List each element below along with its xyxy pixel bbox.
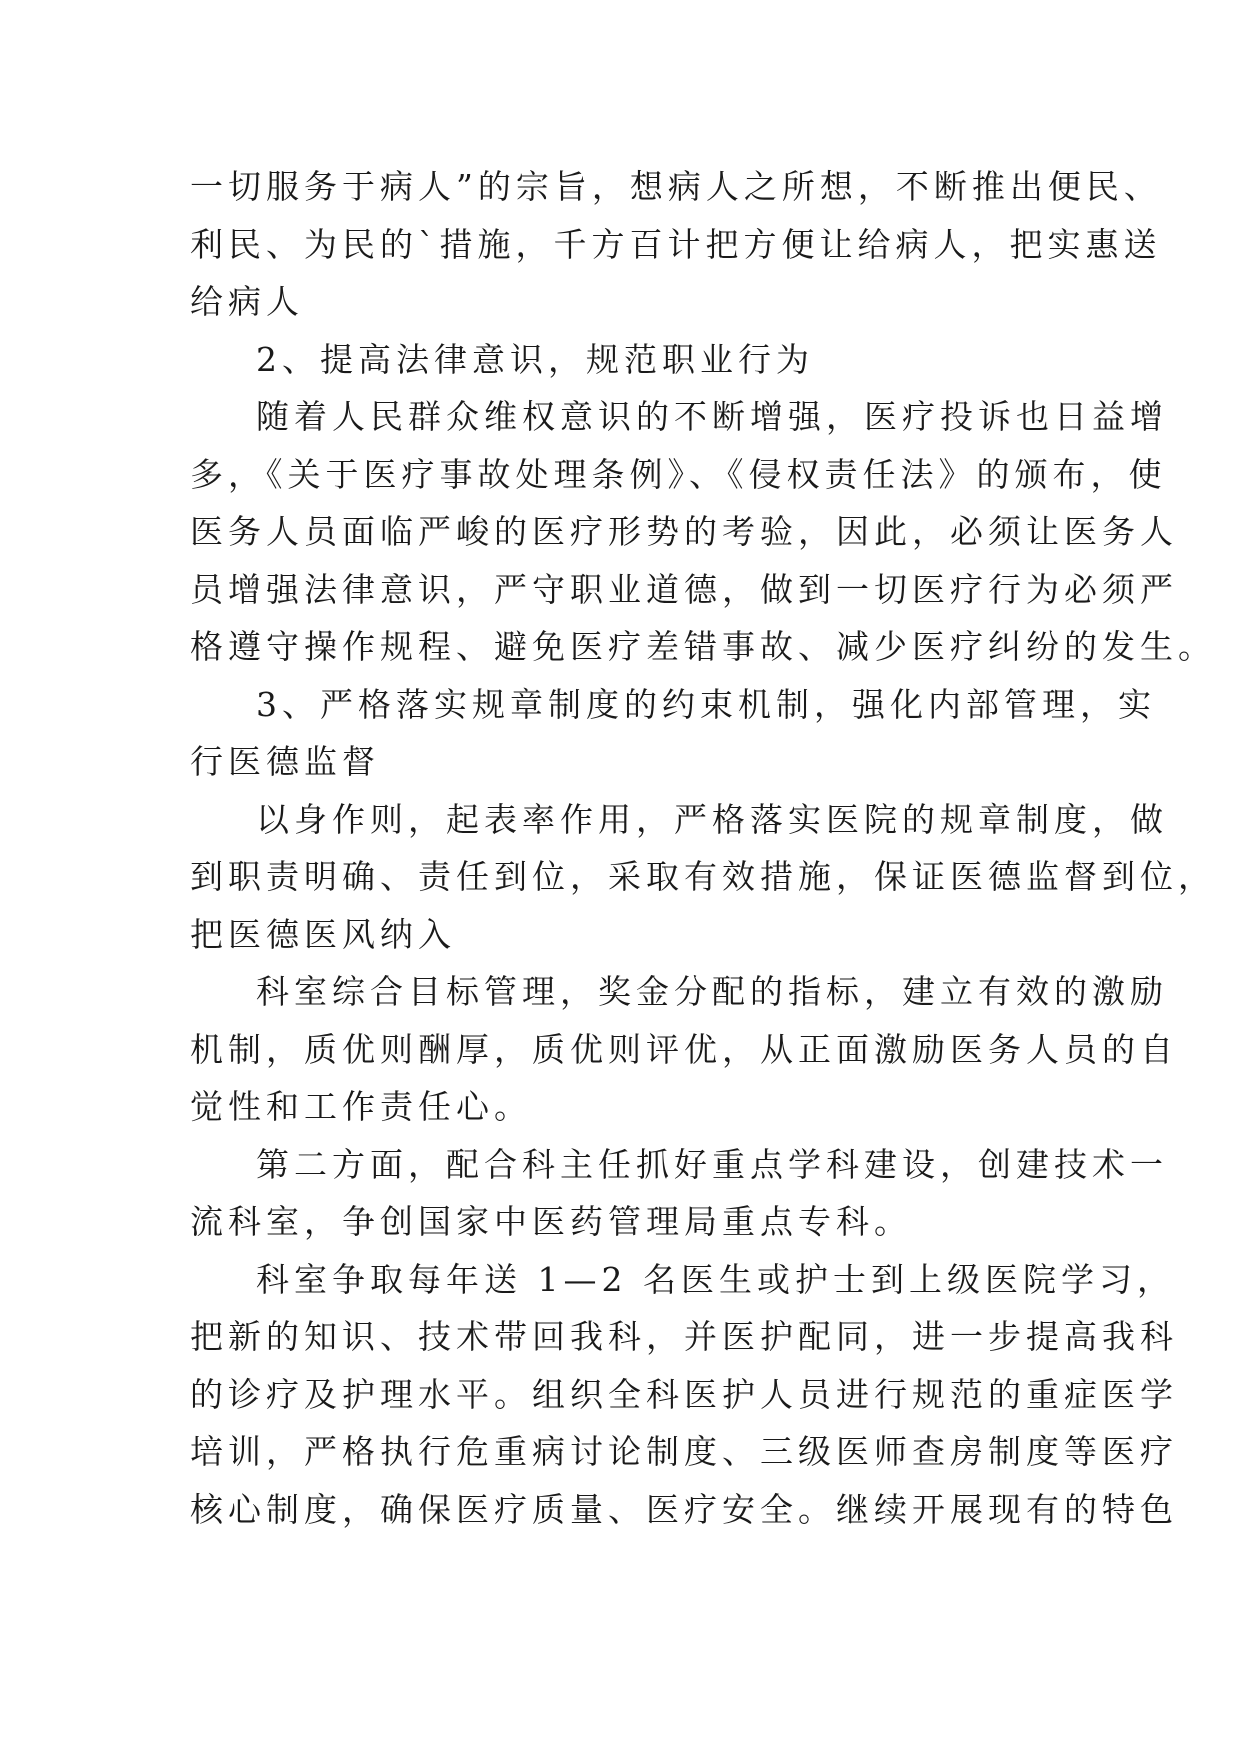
- text-line: 机制，质优则酬厚，质优则评优，从正面激励医务人员的自: [190, 1029, 1178, 1069]
- document-body: [190, 158, 1216, 1538]
- text-line: 到职责明确、责任到位，采取有效措施，保证医德监督到位，: [190, 857, 1216, 896]
- text-line: 核心制度，确保医疗质量、医疗安全。继续开展现有的特色: [190, 1489, 1178, 1529]
- text-line: 医务人员面临严峻的医疗形势的考验，因此，必须让医务人: [190, 512, 1178, 551]
- text-line: 行医德监督: [190, 742, 380, 781]
- text-line: 格遵守操作规程、避免医疗差错事故、减少医疗纠纷的发生。: [190, 627, 1216, 666]
- text-line: 员增强法律意识，严守职业道德，做到一切医疗行为必须严: [190, 569, 1178, 609]
- text-line: 一切服务于病人”的宗旨，想病人之所想，不断推出便民、: [190, 167, 1162, 206]
- paragraph-start: 科室综合目标管理，奖金分配的指标，建立有效的激励: [256, 972, 1168, 1011]
- text-line: 流科室，争创国家中医药管理局重点专科。: [190, 1202, 912, 1241]
- text-line: 把新的知识、技术带回我科，并医护配同，进一步提高我科: [190, 1317, 1178, 1356]
- paragraph-start: 随着人民群众维权意识的不断增强，医疗投诉也日益增: [256, 397, 1168, 436]
- text-line: 多，《关于医疗事故处理条例》、《侵权责任法》的颁布，使: [190, 454, 1167, 494]
- section-heading: 3、严格落实规章制度的约束机制，强化内部管理，实: [256, 684, 1156, 724]
- paragraph-start: 以身作则，起表率作用，严格落实医院的规章制度，做: [256, 799, 1168, 839]
- section-heading: 2、提高法律意识，规范职业行为: [256, 339, 814, 379]
- text-line: 利民、为民的`措施，千方百计把方便让给病人，把实惠送: [190, 224, 1162, 264]
- text-line: 觉性和工作责任心。: [190, 1087, 532, 1126]
- paragraph-start: 科室争取每年送 1—2 名医生或护士到上级医院学习，: [256, 1259, 1175, 1299]
- paragraph-start: 第二方面，配合科主任抓好重点学科建设，创建技术一: [256, 1144, 1168, 1184]
- text-line: 的诊疗及护理水平。组织全科医护人员进行规范的重症医学: [190, 1374, 1178, 1414]
- text-line: 培训，严格执行危重病讨论制度、三级医师查房制度等医疗: [190, 1432, 1178, 1471]
- text-line: 给病人: [190, 282, 304, 321]
- text-line: 把医德医风纳入: [190, 914, 456, 954]
